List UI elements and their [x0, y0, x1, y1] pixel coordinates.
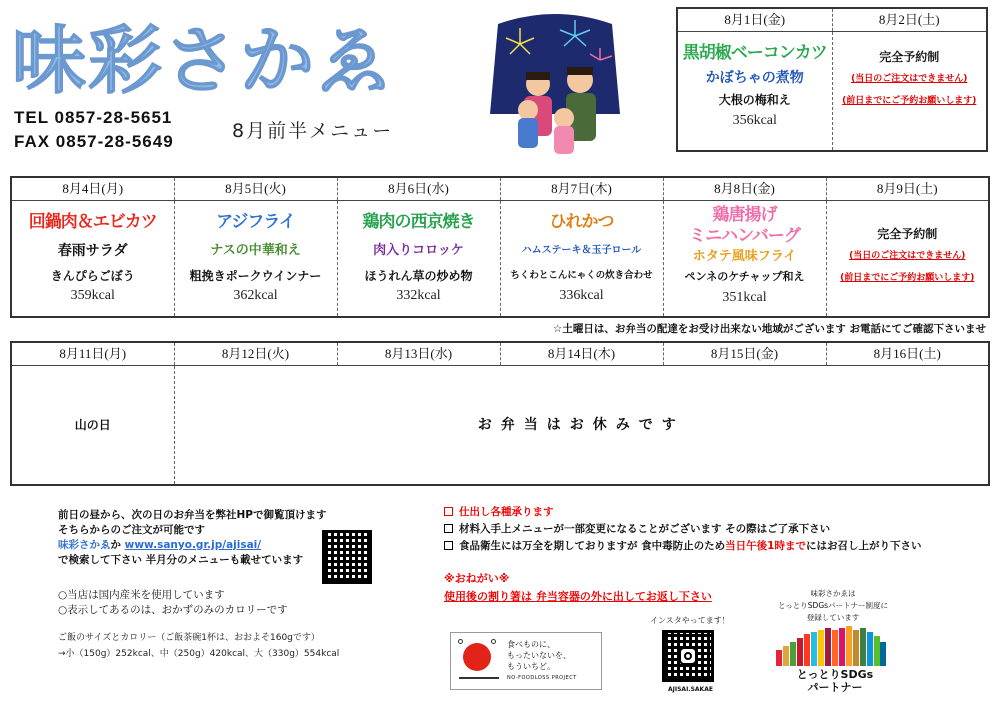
closed-cell: お弁当はお休みです	[174, 366, 989, 486]
day-reserve	[826, 201, 989, 318]
notice-catering	[444, 504, 921, 521]
menu-week1	[676, 7, 988, 152]
menu-main: ミニハンバーグ	[689, 226, 800, 246]
menu-side: 春雨サラダ	[57, 243, 128, 259]
notices	[444, 504, 921, 555]
rice-size-info	[58, 630, 339, 662]
day-menu	[500, 201, 663, 318]
notice-deadline: 当日午後1時まで	[725, 540, 806, 552]
menu-main: 鶏唐揚げ	[712, 205, 777, 225]
reserve-label: 完全予約制	[879, 50, 940, 64]
rice-line: ○当店は国内産米を使用しています	[58, 589, 225, 601]
day-menu	[174, 201, 337, 318]
connector-text: か	[110, 539, 121, 551]
menu-kcal: 362kcal	[233, 288, 278, 303]
menu-subtitle: 8月前半メニュー	[232, 120, 394, 142]
rice-line: ○表示してあるのは、おかずのみのカロリーです	[58, 604, 288, 616]
checkbox-icon	[444, 541, 453, 550]
day-menu	[663, 201, 826, 318]
day-date: 8月1日(金)	[677, 8, 832, 32]
menu-side: ほうれん草の炒め物	[364, 269, 473, 283]
day-date: 8月11日(月)	[11, 342, 174, 366]
reserve-note: (前日までにご予約お願いします)	[842, 96, 977, 106]
notice-hygiene	[444, 538, 921, 555]
notice-text: 仕出し各種承ります	[459, 506, 554, 518]
menu-week3	[10, 341, 990, 486]
day-date: 8月15日(金)	[663, 342, 826, 366]
day-date: 8月2日(土)	[832, 8, 987, 32]
menu-main: ひれかつ	[549, 212, 614, 232]
nofoodloss-line: もういちど。	[507, 662, 555, 671]
menu-side: 肉入りコロッケ	[373, 243, 464, 258]
menu-main: 黒胡椒ベーコンカツ	[682, 43, 827, 63]
tel-number: TEL 0857-28-5651	[14, 108, 173, 127]
day-menu	[337, 201, 500, 318]
menu-kcal: 356kcal	[732, 113, 777, 128]
website-qr-code[interactable]	[322, 530, 372, 584]
instagram-label: インスタやってます！	[650, 616, 730, 625]
request-text: 使用後の割り箸は 弁当容器の外に出してお返し下さい	[444, 590, 712, 603]
sdgs-logo-line: とっとりSDGs	[796, 668, 874, 681]
reserve-note: (当日のご注文はできません)	[851, 74, 968, 84]
notice-text: 食品衛生には万全を期しておりますが 食中毒防止のため	[459, 540, 726, 552]
nofoodloss-text	[507, 639, 571, 672]
instagram-icon	[679, 647, 697, 665]
notice-text: にはお召し上がり下さい	[805, 540, 922, 552]
sdgs-line: 味彩さかゑは	[810, 589, 856, 598]
menu-side: ホタテ風味フライ	[692, 249, 797, 264]
day-date: 8月9日(土)	[826, 177, 989, 201]
day-date: 8月5日(火)	[174, 177, 337, 201]
menu-side: きんぴらごぼう	[50, 269, 135, 283]
day-date: 8月16日(土)	[826, 342, 989, 366]
instagram-id: AJISAI.SAKAE	[668, 686, 713, 693]
menu-main: 鶏肉の西京焼き	[362, 212, 475, 232]
order-line: そちらからのご注文が可能です	[58, 524, 205, 536]
rice-info	[58, 588, 288, 618]
menu-side: ナスの中華和え	[210, 243, 301, 258]
website-link[interactable]: www.sanyo.gr.jp/ajisai/	[124, 539, 262, 551]
reserve-label: 完全予約制	[877, 227, 938, 241]
day-date: 8月8日(金)	[663, 177, 826, 201]
order-line: 前日の昼から、次の日のお弁当を弊社HPで御覧頂けます	[58, 509, 327, 521]
day-menu	[11, 201, 174, 318]
sdgs-line: とっとりSDGsパートナー制度に	[777, 601, 889, 610]
plate-icon	[459, 677, 499, 679]
menu-kcal: 359kcal	[70, 288, 115, 303]
reserve-note: (当日のご注文はできません)	[849, 251, 966, 261]
sdgs-logo-line: パートナー	[807, 681, 863, 694]
day-date: 8月14日(木)	[500, 342, 663, 366]
day-date: 8月4日(月)	[11, 177, 174, 201]
day-date: 8月6日(水)	[337, 177, 500, 201]
sdgs-tottori-logo	[776, 624, 886, 668]
sdgs-line: 登録しています	[806, 613, 860, 622]
menu-side: ちくわとこんにゃくの炊き合わせ	[510, 270, 653, 281]
nofoodloss-line: 食べものに、	[507, 640, 555, 649]
menu-main: アジフライ	[216, 212, 295, 232]
sdgs-logo-text	[790, 668, 880, 694]
saturday-delivery-note: ☆土曜日は、お弁当の配達をお受け出来ない地域がございます お電話にてご確認下さいませ	[552, 323, 986, 335]
order-line	[58, 538, 326, 553]
notice-text: 材料入手上メニューが一部変更になることがございます その際はご了承下さい	[459, 523, 831, 535]
fax-number: FAX 0857-28-5649	[14, 132, 174, 151]
menu-side: ハムステーキ＆玉子ロール	[521, 245, 642, 256]
contact-block	[14, 106, 174, 154]
request-heading: ※おねがい※	[444, 572, 510, 585]
menu-main: 回鍋肉＆エビカツ	[28, 212, 157, 232]
menu-side: かぼちゃの煮物	[705, 70, 804, 86]
notice-menu-change	[444, 521, 921, 538]
size-line: ご飯のサイズとカロリー（ご飯茶碗1杯は、おおよそ160gです）	[58, 633, 320, 643]
day-date: 8月12日(火)	[174, 342, 337, 366]
pin-icon	[491, 639, 496, 644]
checkbox-icon	[444, 507, 453, 516]
menu-week2	[10, 176, 990, 318]
size-line: →小（150g）252kcal、中（250g）420kcal、大（330g）554kcal	[58, 649, 340, 659]
holiday-cell: 山の日	[74, 418, 111, 432]
menu-side: ペンネのケチャップ和え	[684, 270, 805, 283]
order-info	[58, 508, 326, 568]
day-menu	[677, 32, 832, 152]
menu-kcal: 332kcal	[396, 288, 441, 303]
day-reserve	[832, 32, 987, 152]
brand-logo: 味彩さかゑ	[12, 18, 392, 104]
day-date: 8月7日(木)	[500, 177, 663, 201]
menu-side: 大根の梅和え	[718, 93, 791, 107]
sdgs-text	[768, 588, 898, 624]
day-date: 8月13日(水)	[337, 342, 500, 366]
reserve-note: (前日までにご予約お願いします)	[840, 273, 975, 283]
red-dot-icon	[463, 643, 491, 671]
checkbox-icon	[444, 524, 453, 533]
menu-kcal: 336kcal	[559, 288, 604, 303]
fireworks-family-illustration	[480, 14, 630, 158]
order-line: で検索して下さい 半月分のメニューも載せています	[58, 554, 304, 566]
shop-name: 味彩さかゑ	[58, 539, 111, 551]
pin-icon	[458, 639, 463, 644]
nofoodloss-logo	[450, 632, 602, 690]
menu-kcal: 351kcal	[722, 290, 767, 305]
menu-side: 粗挽きポークウインナー	[189, 269, 322, 283]
nofoodloss-project: NO-FOODLOSS PROJECT	[507, 675, 577, 681]
nofoodloss-line: もったいないを、	[507, 651, 571, 660]
